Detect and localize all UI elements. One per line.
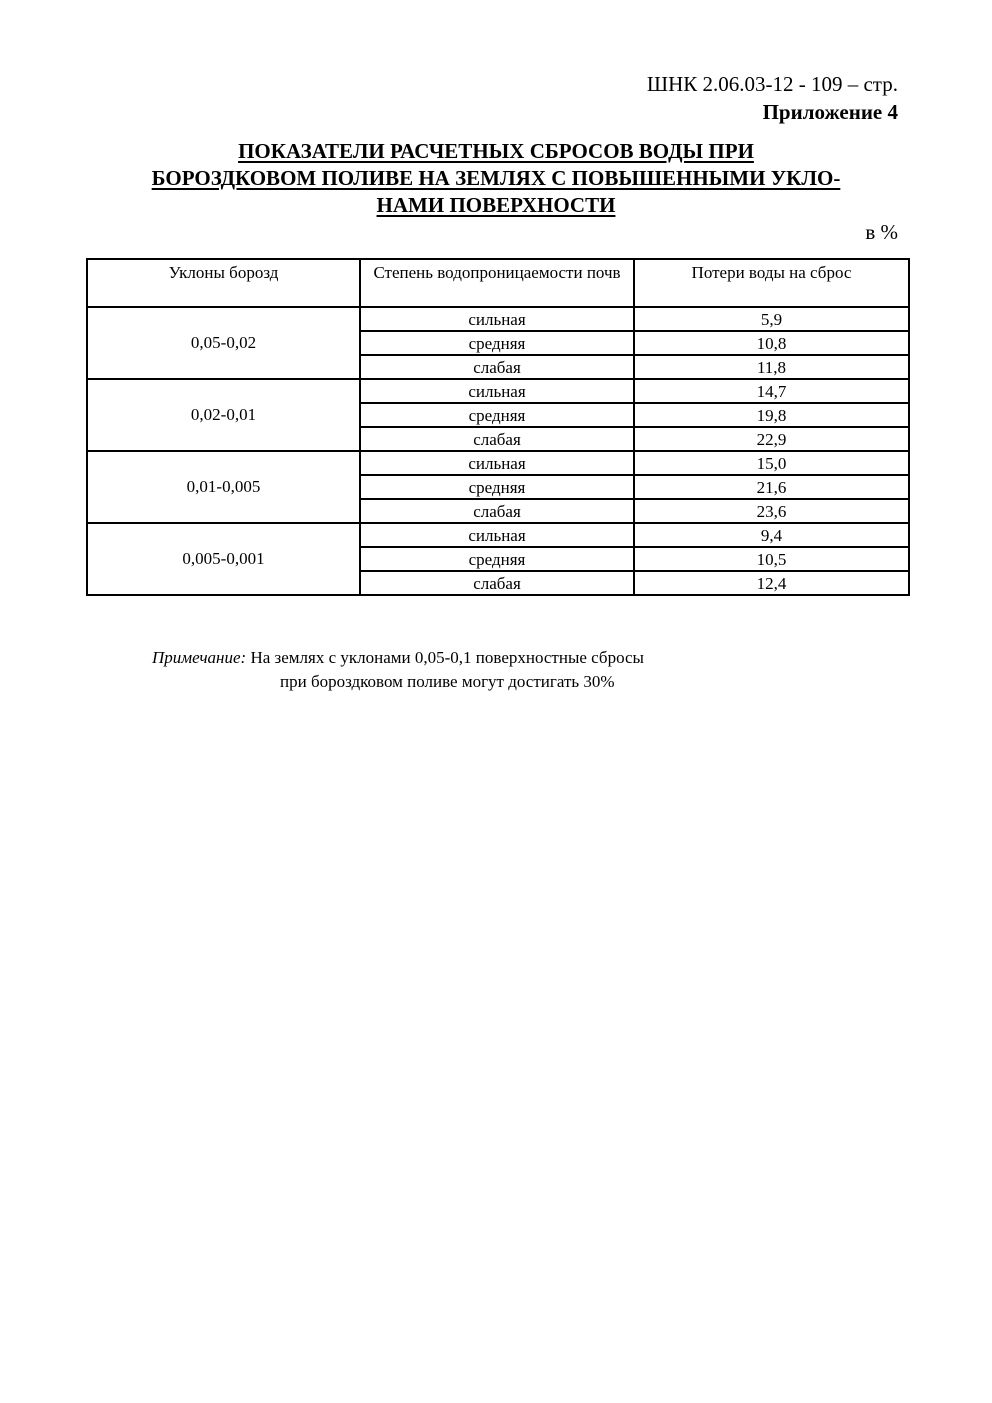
note-line-1: На землях с уклонами 0,05-0,1 поверхностные сбросы bbox=[250, 648, 644, 667]
permeability-cell: сильная bbox=[360, 379, 634, 403]
table-note bbox=[152, 646, 644, 691]
permeability-cell: сильная bbox=[360, 523, 634, 547]
permeability-cell: слабая bbox=[360, 499, 634, 523]
column-header-permeability: Степень водопроницаемости почв bbox=[360, 259, 634, 307]
slope-cell: 0,005-0,001 bbox=[87, 523, 360, 595]
note-line-2: при бороздковом поливе могут достигать 30% bbox=[280, 672, 615, 691]
permeability-cell: средняя bbox=[360, 475, 634, 499]
loss-cell: 14,7 bbox=[634, 379, 909, 403]
loss-cell: 12,4 bbox=[634, 571, 909, 595]
table-row bbox=[87, 451, 909, 475]
loss-cell: 9,4 bbox=[634, 523, 909, 547]
loss-cell: 21,6 bbox=[634, 475, 909, 499]
permeability-cell: слабая bbox=[360, 427, 634, 451]
permeability-cell: средняя bbox=[360, 331, 634, 355]
page-header-reference: ШНК 2.06.03-12 - 109 – стр. bbox=[646, 72, 898, 96]
loss-cell: 23,6 bbox=[634, 499, 909, 523]
permeability-cell: слабая bbox=[360, 571, 634, 595]
title-line-1: ПОКАЗАТЕЛИ РАСЧЕТНЫХ СБРОСОВ ВОДЫ ПРИ bbox=[238, 139, 754, 163]
column-header-slope: Уклоны борозд bbox=[87, 259, 360, 307]
permeability-cell: сильная bbox=[360, 307, 634, 331]
permeability-cell: средняя bbox=[360, 547, 634, 571]
table-row bbox=[87, 523, 909, 547]
note-label: Примечание: bbox=[152, 648, 247, 667]
title-line-3: НАМИ ПОВЕРХНОСТИ bbox=[376, 193, 616, 217]
loss-cell: 19,8 bbox=[634, 403, 909, 427]
loss-cell: 22,9 bbox=[634, 427, 909, 451]
table-row bbox=[87, 379, 909, 403]
slope-cell: 0,02-0,01 bbox=[87, 379, 360, 451]
table-row bbox=[87, 307, 909, 331]
loss-cell: 10,8 bbox=[634, 331, 909, 355]
slope-cell: 0,05-0,02 bbox=[87, 307, 360, 379]
document-title bbox=[100, 138, 892, 219]
unit-label: в % bbox=[865, 220, 898, 244]
slope-cell: 0,01-0,005 bbox=[87, 451, 360, 523]
loss-cell: 5,9 bbox=[634, 307, 909, 331]
appendix-label: Приложение 4 bbox=[762, 100, 898, 124]
permeability-cell: сильная bbox=[360, 451, 634, 475]
table-header-row bbox=[87, 259, 909, 307]
loss-cell: 10,5 bbox=[634, 547, 909, 571]
loss-cell: 11,8 bbox=[634, 355, 909, 379]
column-header-loss: Потери воды на сброс bbox=[634, 259, 909, 307]
permeability-cell: средняя bbox=[360, 403, 634, 427]
title-line-2: БОРОЗДКОВОМ ПОЛИВЕ НА ЗЕМЛЯХ С ПОВЫШЕННЫМИ УКЛО- bbox=[151, 166, 841, 190]
permeability-cell: слабая bbox=[360, 355, 634, 379]
loss-cell: 15,0 bbox=[634, 451, 909, 475]
discharge-table bbox=[86, 258, 910, 596]
